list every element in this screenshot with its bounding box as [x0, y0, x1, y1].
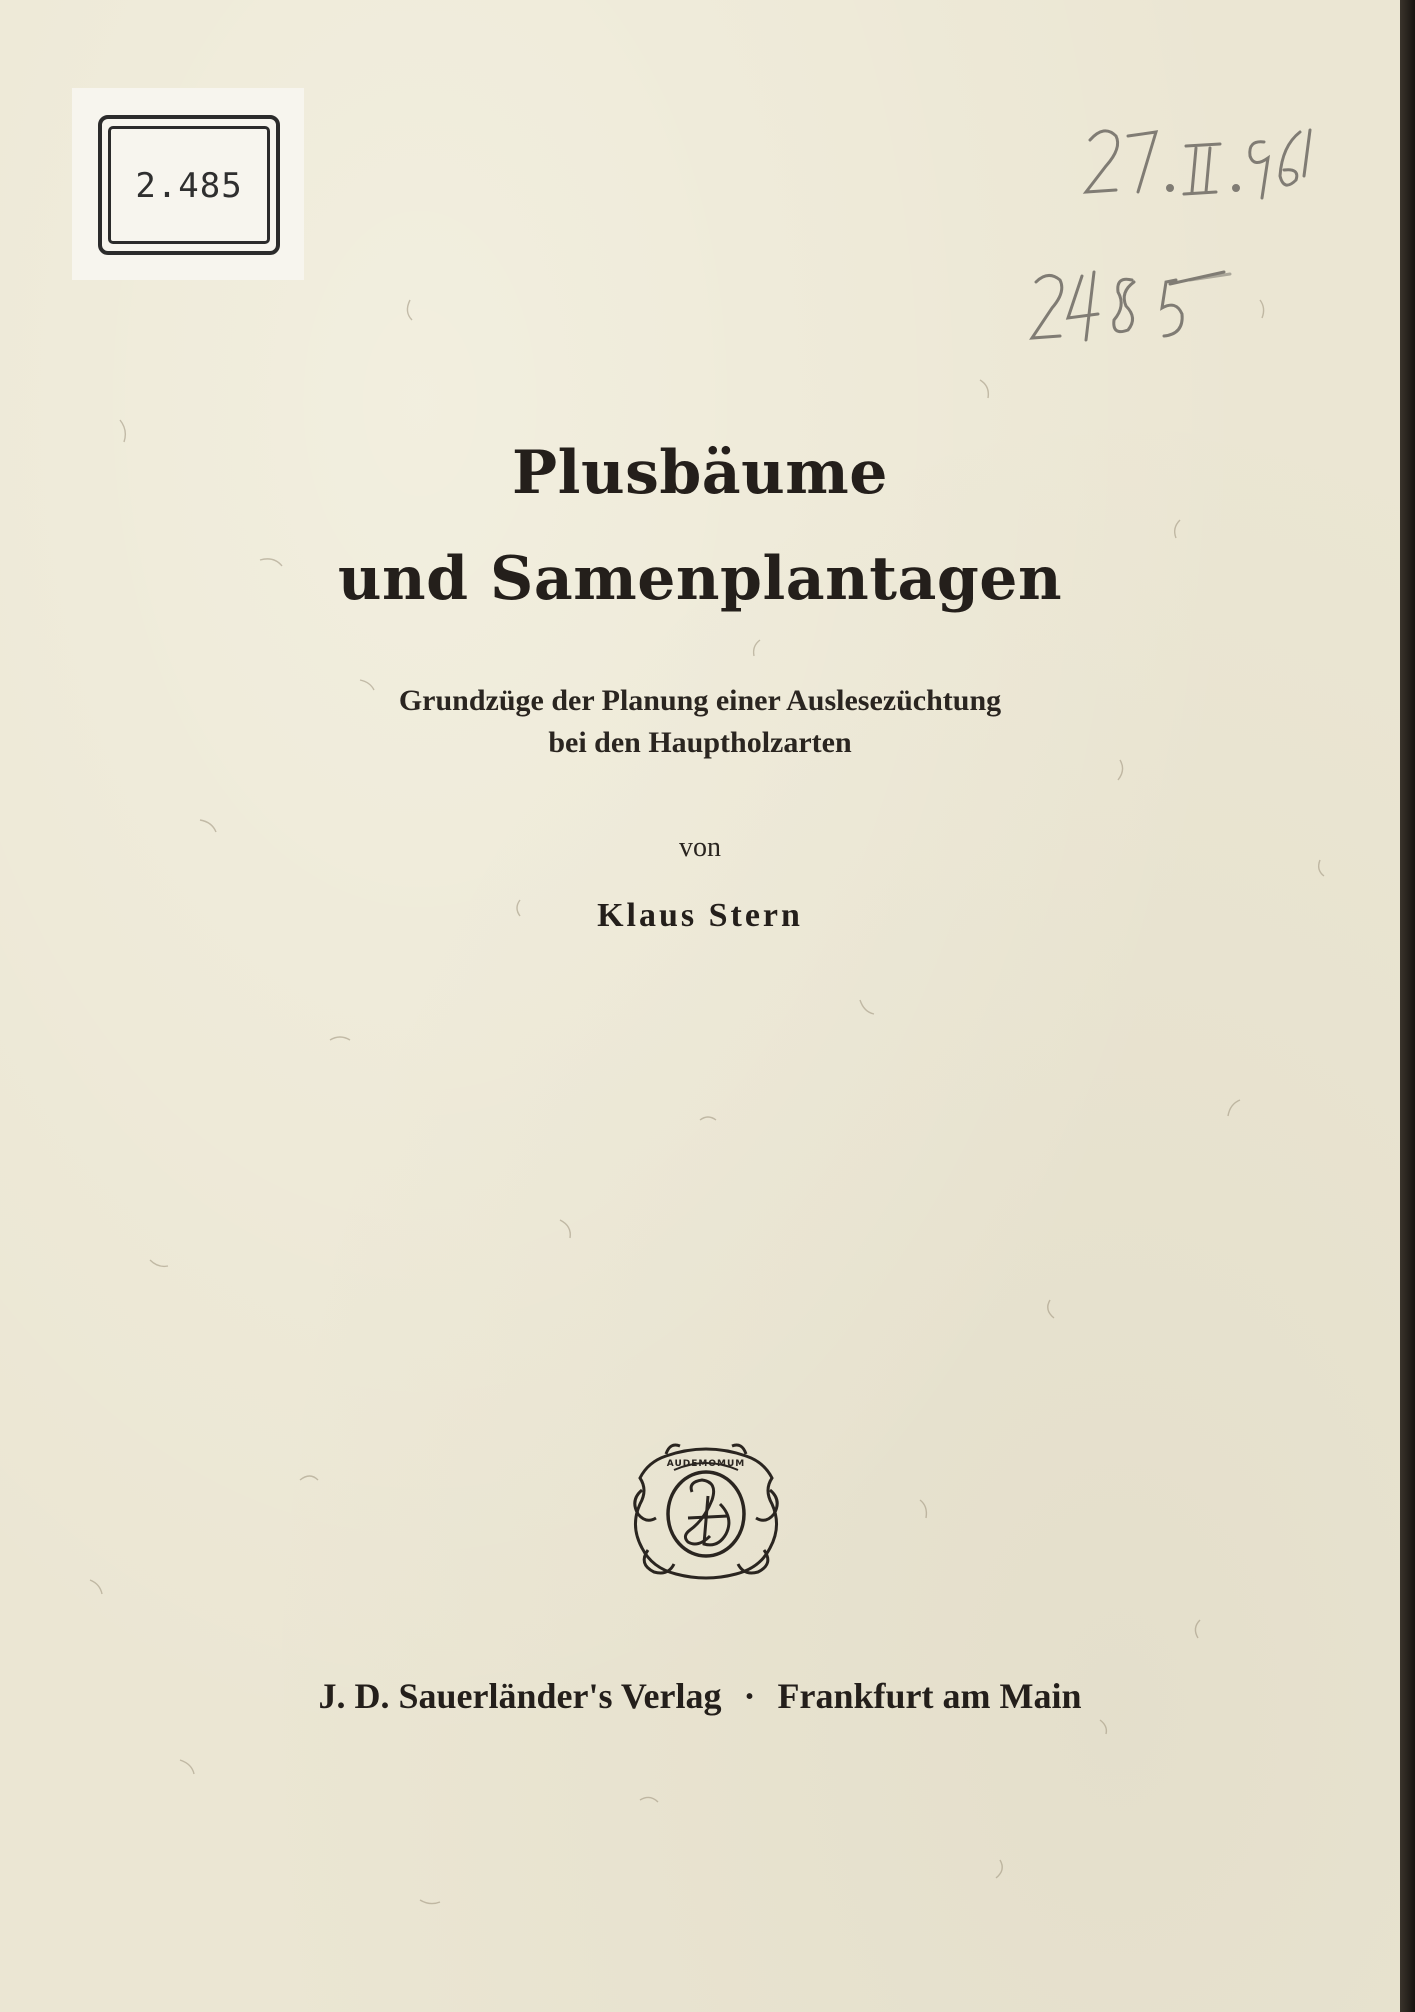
publisher-separator: · [743, 1676, 756, 1716]
publisher-name: J. D. Sauerländer's Verlag [318, 1676, 722, 1716]
by-line: von [679, 832, 721, 863]
emblem-lettering: AUDEMOMUM [666, 1459, 746, 1469]
label-number: 2.485 [135, 166, 243, 206]
title-line-2: und Samenplantagen [337, 544, 1063, 614]
author-name: Klaus Stern [597, 897, 803, 934]
publisher-line [0, 1675, 1400, 1717]
scan-edge [1400, 0, 1415, 2012]
publisher-emblem-icon [626, 1438, 786, 1586]
subtitle-line-2: bei den Hauptholzarten [548, 726, 852, 759]
publisher-place: Frankfurt am Main [777, 1676, 1082, 1716]
subtitle-line-1: Grundzüge der Planung einer Auslesezüchtung [398, 684, 1002, 717]
title-line-1: Plusbäume [512, 438, 888, 508]
